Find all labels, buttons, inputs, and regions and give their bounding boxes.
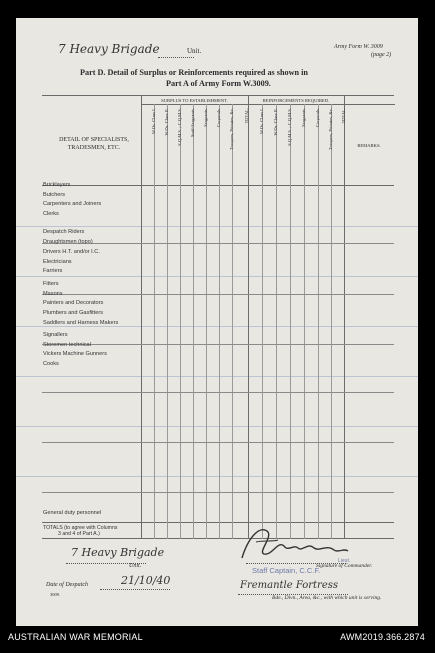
reinf-col-troopers: Troopers, Privates, &c. bbox=[328, 108, 333, 151]
list-item: Plumbers and Gasfitters bbox=[43, 310, 104, 316]
general-duty-label: General duty personnel bbox=[43, 510, 102, 516]
group-divider bbox=[42, 492, 394, 493]
column-rule bbox=[304, 104, 305, 539]
column-divider-surplus bbox=[248, 96, 249, 539]
table-header-bottom-border bbox=[42, 185, 394, 186]
list-item: Signallers bbox=[43, 332, 68, 338]
totals-label-line1: TOTALS (to agree with Columns bbox=[43, 525, 118, 531]
column-rule bbox=[180, 104, 181, 539]
group-divider bbox=[42, 392, 394, 393]
list-item: Fitters bbox=[43, 281, 59, 287]
surplus-col-corporals: Corporals. bbox=[216, 108, 221, 128]
totals-label-line2: 3 and 4 of Part A.) bbox=[58, 531, 100, 537]
page-reference: (page 2) bbox=[371, 52, 392, 58]
list-item: Vickers Machine Gunners bbox=[43, 351, 107, 357]
list-item: Clerks bbox=[43, 211, 59, 217]
column-rule bbox=[193, 104, 194, 539]
surplus-col-wo1: W.Os. Class I. bbox=[151, 108, 156, 134]
column-rule bbox=[276, 104, 277, 539]
list-item: Storemen technical bbox=[43, 342, 91, 348]
surplus-col-troopers: Troopers, Privates, &c. bbox=[229, 108, 234, 151]
signature-rank: Lieut. bbox=[338, 558, 351, 564]
signature-unit-handwritten: 7 Heavy Brigade bbox=[71, 546, 165, 559]
surplus-col-wo2: W.Os. Class II. bbox=[164, 108, 169, 136]
column-rule bbox=[206, 104, 207, 539]
group-divider bbox=[42, 294, 394, 295]
staff-captain-stamp: Staff Captain, C.C.F. bbox=[252, 566, 321, 575]
group-divider bbox=[42, 442, 394, 443]
surplus-col-sergeants: Sergeants. bbox=[203, 108, 208, 127]
reinf-col-total: TOTAL. bbox=[341, 108, 346, 124]
list-item: Cooks bbox=[43, 361, 59, 367]
column-rule bbox=[318, 104, 319, 539]
form-page bbox=[16, 18, 418, 626]
footer-institution: AUSTRALIAN WAR MEMORIAL bbox=[8, 632, 143, 642]
form-title-line1: Part D. Detail of Surplus or Reinforcements required as shown in bbox=[80, 68, 308, 77]
fortress-handwritten: Fremantle Fortress bbox=[240, 580, 339, 591]
form-title-line2: Part A of Army Form W.3009. bbox=[166, 79, 271, 88]
group-divider bbox=[42, 243, 394, 244]
list-item: Carpenters and Joiners bbox=[43, 201, 102, 207]
group-divider bbox=[42, 344, 394, 345]
footer-catalogue-number: AWM2019.366.2874 bbox=[340, 632, 425, 642]
reinf-col-wo1: W.Os. Class I. bbox=[259, 108, 264, 134]
column-rule bbox=[262, 104, 263, 539]
surplus-col-staff-sergeants: Staff-Sergeants. bbox=[190, 108, 195, 138]
commander-label: Signature of Commander. bbox=[316, 563, 373, 569]
detail-header: DETAIL OF SPECIALISTS, TRADESMEN, ETC. bbox=[59, 137, 129, 151]
form-reference: Army Form W. 3009 bbox=[334, 44, 383, 50]
signature-unit-label: Unit. bbox=[129, 563, 142, 569]
reinf-col-sergeants: Sergeants. bbox=[301, 108, 306, 127]
unit-handwritten: 7 Heavy Brigade bbox=[58, 42, 160, 56]
surplus-col-sqms: S.Q.M.S. ; C.Q.M.S. bbox=[177, 108, 182, 146]
unit-dotted-line bbox=[158, 57, 194, 59]
list-item: Bricklayers bbox=[43, 182, 71, 188]
column-rule bbox=[167, 104, 168, 539]
list-item: Butchers bbox=[43, 192, 66, 198]
reinf-col-corporals: Corporals. bbox=[315, 108, 320, 128]
list-item: Drivers H.T. and/or I.C. bbox=[43, 249, 100, 255]
despatch-date-value: 21/10/40 bbox=[121, 574, 171, 587]
surplus-col-total: TOTAL. bbox=[244, 108, 249, 124]
archive-footer bbox=[0, 626, 435, 653]
list-item: Farriers bbox=[43, 268, 63, 274]
column-rule bbox=[154, 104, 155, 539]
reinforcements-header: REINFORCEMENTS REQUIRED. bbox=[262, 98, 330, 103]
reinf-col-sqms: S.Q.M.S. ; C.Q.M.S. bbox=[287, 108, 292, 146]
fortress-note: Bde., Divn., Area, &c., with which unit is serving. bbox=[272, 595, 382, 601]
list-item: Electricians bbox=[43, 259, 72, 265]
column-divider-detail bbox=[141, 96, 142, 539]
despatch-line bbox=[100, 589, 170, 590]
form-code: 3009. bbox=[50, 592, 61, 597]
remarks-header: REMARKS. bbox=[357, 143, 381, 148]
reinf-col-wo2: W.Os. Class II. bbox=[273, 108, 278, 136]
list-item: Masons bbox=[43, 291, 63, 297]
column-rule bbox=[290, 104, 291, 539]
column-rule bbox=[232, 104, 233, 539]
list-item: Painters and Decorators bbox=[43, 300, 104, 306]
column-rule bbox=[331, 104, 332, 539]
list-item: Draughtsmen (topo) bbox=[43, 239, 93, 245]
despatch-label: Date of Despatch bbox=[46, 582, 88, 588]
list-item: Saddlers and Harness Makers bbox=[43, 320, 119, 326]
column-divider-reinforcements bbox=[344, 96, 345, 539]
table-top-border bbox=[42, 95, 394, 96]
unit-label: Unit. bbox=[187, 47, 202, 55]
list-item: Despatch Riders bbox=[43, 229, 85, 235]
surplus-header: SURPLUS TO ESTABLISHMENT. bbox=[161, 98, 228, 103]
column-rule bbox=[219, 104, 220, 539]
